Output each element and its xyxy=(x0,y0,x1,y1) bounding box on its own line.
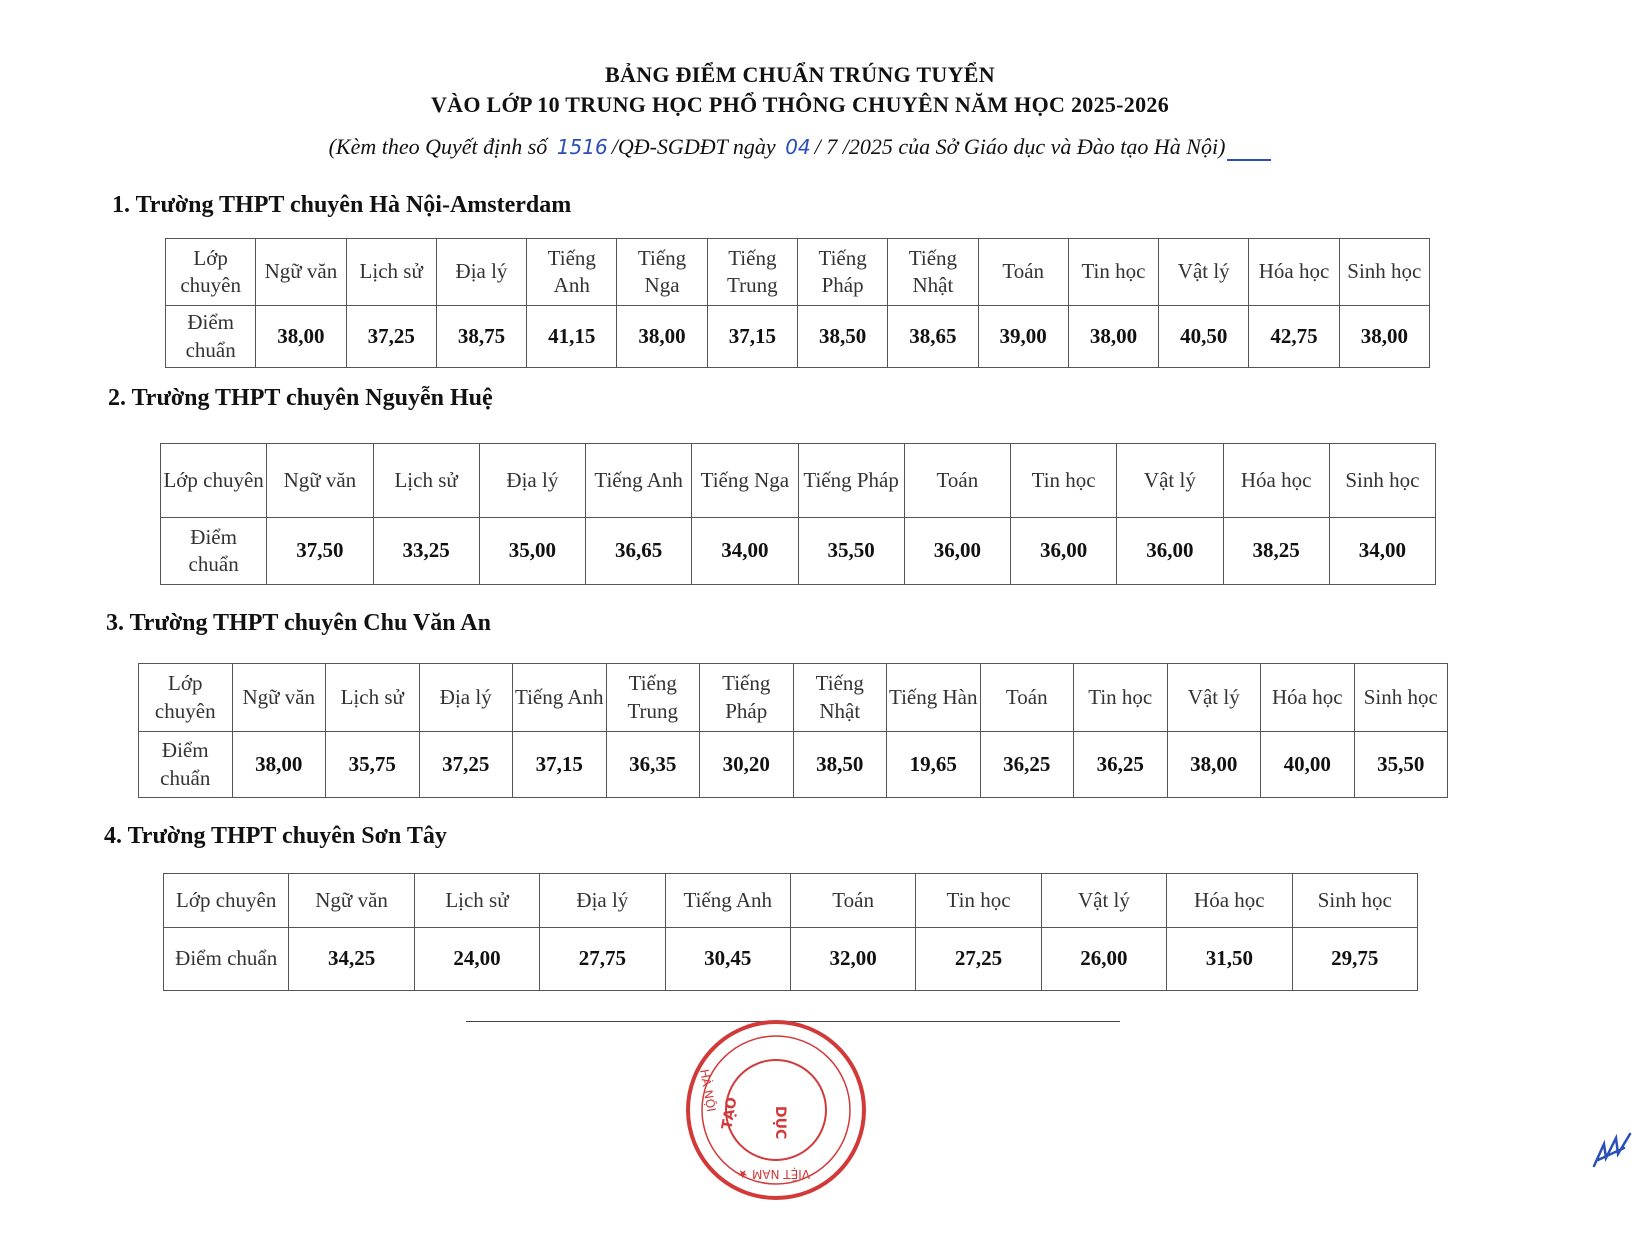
score-cell: 38,50 xyxy=(797,306,887,368)
score-cell: 36,25 xyxy=(980,732,1074,798)
decision-day-handwritten: 04 xyxy=(785,135,811,159)
subject-cell: Tin học xyxy=(916,874,1041,928)
score-cell: 38,50 xyxy=(793,732,887,798)
school-2-title: 2. Trường THPT chuyên Nguyễn Huệ xyxy=(108,385,493,411)
score-cell: 35,75 xyxy=(326,732,420,798)
subject-cell: Tiếng Trung xyxy=(707,239,797,306)
score-cell: 24,00 xyxy=(414,928,539,991)
subject-cell: Địa lý xyxy=(479,444,585,518)
svg-text:DỤC: DỤC xyxy=(772,1106,788,1140)
subject-header-row xyxy=(166,239,1430,306)
subject-cell: Toán xyxy=(790,874,915,928)
score-cell: 36,00 xyxy=(904,518,1010,585)
school-4-score-table xyxy=(163,873,1418,991)
score-cell: 37,15 xyxy=(513,732,607,798)
score-cell: 37,25 xyxy=(419,732,513,798)
score-cell: 26,00 xyxy=(1041,928,1166,991)
row-label-score: Điểm chuẩn xyxy=(164,928,289,991)
decision-number-handwritten: 1516 xyxy=(556,135,608,159)
subtitle-text-3: / 7 /2025 của Sở Giáo dục và Đào tạo Hà Nội) xyxy=(814,134,1226,159)
score-cell: 36,65 xyxy=(586,518,692,585)
score-cell: 39,00 xyxy=(978,306,1068,368)
score-cell: 38,00 xyxy=(1339,306,1429,368)
score-cell: 37,50 xyxy=(267,518,373,585)
subject-cell: Lịch sử xyxy=(346,239,436,306)
subject-cell: Hóa học xyxy=(1261,664,1355,732)
subject-cell: Vật lý xyxy=(1167,664,1261,732)
subject-cell: Tiếng Nhật xyxy=(888,239,978,306)
subject-cell: Toán xyxy=(904,444,1010,518)
school-1-title: 1. Trường THPT chuyên Hà Nội-Amsterdam xyxy=(112,192,572,218)
subject-cell: Hóa học xyxy=(1249,239,1339,306)
subject-cell: Vật lý xyxy=(1117,444,1223,518)
score-cell: 27,75 xyxy=(540,928,665,991)
score-cell: 27,25 xyxy=(916,928,1041,991)
seal-icon xyxy=(676,1050,876,1250)
score-cell: 38,65 xyxy=(888,306,978,368)
score-row xyxy=(166,306,1430,368)
score-cell: 41,15 xyxy=(527,306,617,368)
subject-header-row xyxy=(164,874,1418,928)
school-2-score-table xyxy=(160,443,1436,585)
score-cell: 38,00 xyxy=(1068,306,1158,368)
subject-cell: Lịch sử xyxy=(373,444,479,518)
subject-cell: Tiếng Anh xyxy=(586,444,692,518)
score-cell: 37,15 xyxy=(707,306,797,368)
score-cell: 37,25 xyxy=(346,306,436,368)
subject-cell: Tiếng Anh xyxy=(527,239,617,306)
corner-signature-mark xyxy=(1590,1130,1640,1170)
score-cell: 36,35 xyxy=(606,732,700,798)
score-row xyxy=(164,928,1418,991)
row-label-score: Điểm chuẩn xyxy=(166,306,256,368)
svg-text:HÀ NỘI: HÀ NỘI xyxy=(697,1068,719,1113)
subject-cell: Sinh học xyxy=(1329,444,1435,518)
row-label-score: Điểm chuẩn xyxy=(161,518,267,585)
subject-cell: Hóa học xyxy=(1223,444,1329,518)
score-cell: 42,75 xyxy=(1249,306,1339,368)
subtitle-text-1: (Kèm theo Quyết định số xyxy=(328,134,548,159)
score-cell: 38,00 xyxy=(617,306,707,368)
score-cell: 19,65 xyxy=(887,732,981,798)
subject-cell: Vật lý xyxy=(1159,239,1249,306)
score-row xyxy=(139,732,1448,798)
row-label-subject: Lớp chuyên xyxy=(166,239,256,306)
subject-cell: Tiếng Anh xyxy=(513,664,607,732)
score-row xyxy=(161,518,1436,585)
subject-cell: Sinh học xyxy=(1339,239,1429,306)
score-cell: 32,00 xyxy=(790,928,915,991)
score-cell: 38,25 xyxy=(1223,518,1329,585)
subject-cell: Tin học xyxy=(1074,664,1168,732)
score-cell: 40,00 xyxy=(1261,732,1355,798)
score-cell: 36,25 xyxy=(1074,732,1168,798)
subject-cell: Toán xyxy=(978,239,1068,306)
official-seal-stamp xyxy=(676,1050,876,1181)
row-label-subject: Lớp chuyên xyxy=(161,444,267,518)
score-cell: 36,00 xyxy=(1117,518,1223,585)
score-cell: 38,75 xyxy=(436,306,526,368)
score-cell: 38,00 xyxy=(256,306,346,368)
row-label-score: Điểm chuẩn xyxy=(139,732,233,798)
svg-text:TẠO: TẠO xyxy=(719,1096,741,1131)
subject-cell: Hóa học xyxy=(1167,874,1292,928)
subject-cell: Vật lý xyxy=(1041,874,1166,928)
school-4-title: 4. Trường THPT chuyên Sơn Tây xyxy=(104,823,447,849)
subject-cell: Tiếng Pháp xyxy=(797,239,887,306)
subject-cell: Tiếng Nhật xyxy=(793,664,887,732)
document-title-line-1: BẢNG ĐIỂM CHUẨN TRÚNG TUYỂN xyxy=(605,62,995,87)
score-cell: 34,25 xyxy=(289,928,414,991)
subject-cell: Địa lý xyxy=(419,664,513,732)
score-cell: 34,00 xyxy=(1329,518,1435,585)
row-label-subject: Lớp chuyên xyxy=(164,874,289,928)
score-cell: 35,50 xyxy=(798,518,904,585)
school-3-score-table xyxy=(138,663,1448,798)
subject-header-row xyxy=(139,664,1448,732)
score-cell: 29,75 xyxy=(1292,928,1417,991)
subject-cell: Tiếng Trung xyxy=(606,664,700,732)
score-cell: 36,00 xyxy=(1011,518,1117,585)
initial-signature-mark xyxy=(1227,138,1271,161)
handwritten-initial-icon xyxy=(1590,1130,1640,1170)
score-cell: 38,00 xyxy=(1167,732,1261,798)
school-3-title: 3. Trường THPT chuyên Chu Văn An xyxy=(106,610,491,636)
score-cell: 33,25 xyxy=(373,518,479,585)
subject-cell: Tiếng Nga xyxy=(692,444,798,518)
subject-cell: Tiếng Hàn xyxy=(887,664,981,732)
score-cell: 35,00 xyxy=(479,518,585,585)
score-cell: 31,50 xyxy=(1167,928,1292,991)
row-label-subject: Lớp chuyên xyxy=(139,664,233,732)
subject-cell: Địa lý xyxy=(540,874,665,928)
subtitle-text-2: /QĐ-SGDĐT ngày xyxy=(611,134,776,159)
document-title-line-2: VÀO LỚP 10 TRUNG HỌC PHỔ THÔNG CHUYÊN NĂM HỌC 2025-2026 xyxy=(430,92,1170,117)
subject-cell: Ngữ văn xyxy=(267,444,373,518)
subject-cell: Toán xyxy=(980,664,1074,732)
subject-cell: Tiếng Anh xyxy=(665,874,790,928)
score-cell: 30,20 xyxy=(700,732,794,798)
subject-cell: Tiếng Pháp xyxy=(798,444,904,518)
score-cell: 30,45 xyxy=(665,928,790,991)
school-1-score-table xyxy=(165,238,1430,368)
subject-cell: Ngữ văn xyxy=(289,874,414,928)
document-subtitle xyxy=(0,134,1600,161)
subject-cell: Tin học xyxy=(1011,444,1117,518)
subject-cell: Tin học xyxy=(1068,239,1158,306)
score-cell: 35,50 xyxy=(1354,732,1448,798)
score-cell: 40,50 xyxy=(1159,306,1249,368)
subject-cell: Sinh học xyxy=(1292,874,1417,928)
subject-cell: Lịch sử xyxy=(326,664,420,732)
subject-cell: Lịch sử xyxy=(414,874,539,928)
subject-cell: Tiếng Nga xyxy=(617,239,707,306)
subject-cell: Tiếng Pháp xyxy=(700,664,794,732)
score-cell: 38,00 xyxy=(232,732,326,798)
score-cell: 34,00 xyxy=(692,518,798,585)
subject-cell: Ngữ văn xyxy=(256,239,346,306)
subject-header-row xyxy=(161,444,1436,518)
svg-text:VIỆT NAM ★: VIỆT NAM ★ xyxy=(737,1167,810,1181)
subject-cell: Sinh học xyxy=(1354,664,1448,732)
subject-cell: Địa lý xyxy=(436,239,526,306)
subject-cell: Ngữ văn xyxy=(232,664,326,732)
